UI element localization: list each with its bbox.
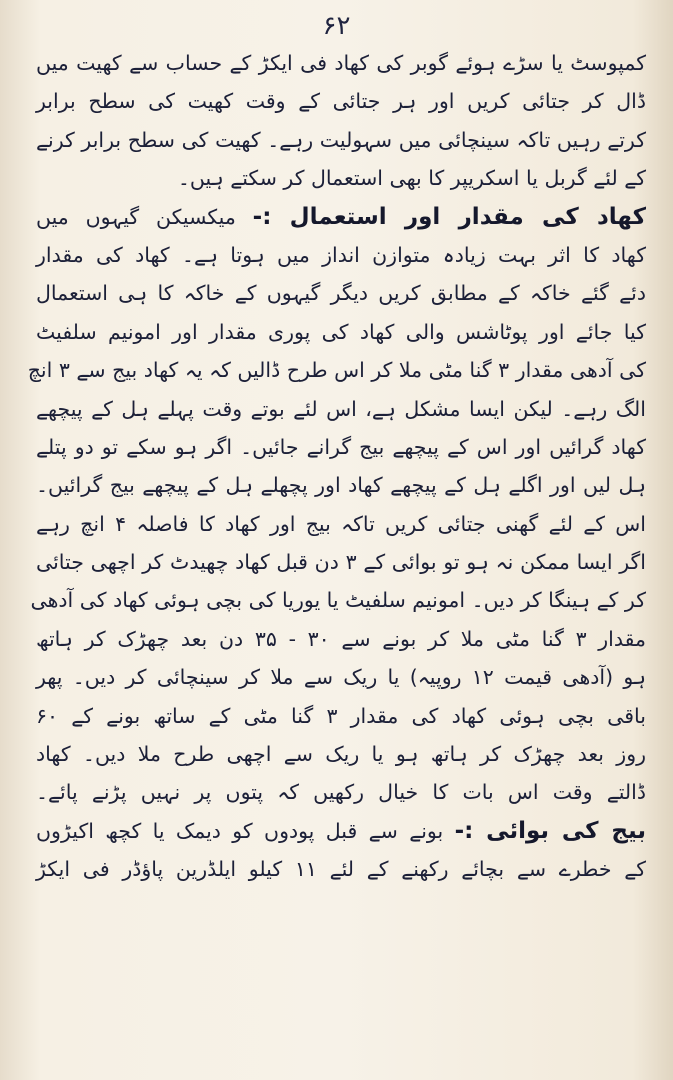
text-line-with-heading: کھاد کی مقدار اور استعمال :- میکسیکن گیہوں میں [36, 203, 646, 230]
text-line: کی آدھی مقدار ۳ گنا مٹی ملا کر اس طرح ڈالیں کہ یہ کھاد بیج سے ۳ انچ [27, 358, 646, 383]
text-line: کیا جائے اور پوٹاشس والی کھاد کی پوری مقدار اور امونیم سلفیٹ [36, 319, 646, 344]
text-line: کمپوسٹ یا سڑے ہوئے گوبر کی کھاد فی ایکڑ کے حساب سے کھیت میں [36, 51, 646, 75]
text-line: ڈال کر جتائی کریں اور ہر جتائی کے وقت کھیت کی سطح برابر [36, 89, 646, 114]
text-line: دئے گئے خاکہ کے مطابق کریں دیگر گیہوں کے خاکہ کا ہی استعمال [36, 281, 646, 306]
text-line: مقدار ۳ گنا مٹی ملا کر بونے سے ۳۰ - ۳۵ دن بعد چھڑک کر ہاتھ [36, 626, 646, 651]
section-heading-sowing: بیج کی بوائی :- [454, 817, 646, 844]
text-line: کھاد گرائیں اور اس کے پیچھے بیج گرانے جائیں۔ اگر ہو سکے تو دو پتلے [36, 434, 646, 459]
text-line: باقی بچی ہوئی کھاد کی مقدار ۳ گنا مٹی کے ساتھ بونے کے ۶۰ [36, 703, 646, 728]
text-line: ہل لیں اور اگلے ہل کے پیچھے کھاد اور پچھلے ہل کے پیچھے بیج گرائیں۔ [36, 473, 646, 498]
page-number: ۶۲ [322, 11, 351, 41]
text-line: ہو (آدھی قیمت ۱۲ روپیہ) یا ریک سے ملا کر سینچائی کر دیں۔ پھر [36, 665, 646, 690]
text-line: کرتے رہیں تاکہ سینچائی میں سہولیت رہے۔ کھیت کی سطح برابر کرنے [36, 127, 646, 152]
text-line: کے لئے گربل یا اسکریپر کا بھی استعمال کر سکتے ہیں۔ [177, 166, 646, 191]
text-line: کر کے ہینگا کر دیں۔ امونیم سلفیٹ یا یوریا کی بچی ہوئی کھاد کی آدھی [30, 588, 646, 613]
text-line: اگر ایسا ممکن نہ ہو تو بوائی کے ۳ دن قبل کھاد چھیدٹ کر اچھی جتائی [36, 550, 646, 575]
page-body [27, 44, 647, 889]
text-line: کے خطرے سے بچائے رکھنے کے لئے ۱۱ کیلو ایلڈرین پاؤڈر فی ایکڑ [36, 857, 646, 882]
text-line-with-heading: بیج کی بوائی :- بونے سے قبل پودوں کو دیمک یا کچھ اکیڑوں [36, 817, 646, 844]
text-line: روز بعد چھڑک کر ہاتھ ہو یا ریک سے اچھی طرح ملا دیں۔ کھاد [36, 742, 646, 767]
text-line: الگ رہے۔ لیکن ایسا مشکل ہے، اس لئے بوتے وقت پہلے ہل کے پیچھے [36, 396, 646, 421]
text-line: کھاد کا اثر بہت زیادہ متوازن انداز میں ہوتا ہے۔ کھاد کی مقدار [36, 242, 646, 267]
section-heading-fertilizer: کھاد کی مقدار اور استعمال :- [252, 203, 646, 230]
text-line: ڈالتے وقت اس بات کا خیال رکھیں کہ پتوں پر نہیں پڑنے پائے۔ [36, 780, 646, 805]
text-line: اس کے لئے گھنی جتائی کریں تاکہ بیج اور کھاد کا فاصلہ ۴ انچ رہے [36, 511, 647, 536]
